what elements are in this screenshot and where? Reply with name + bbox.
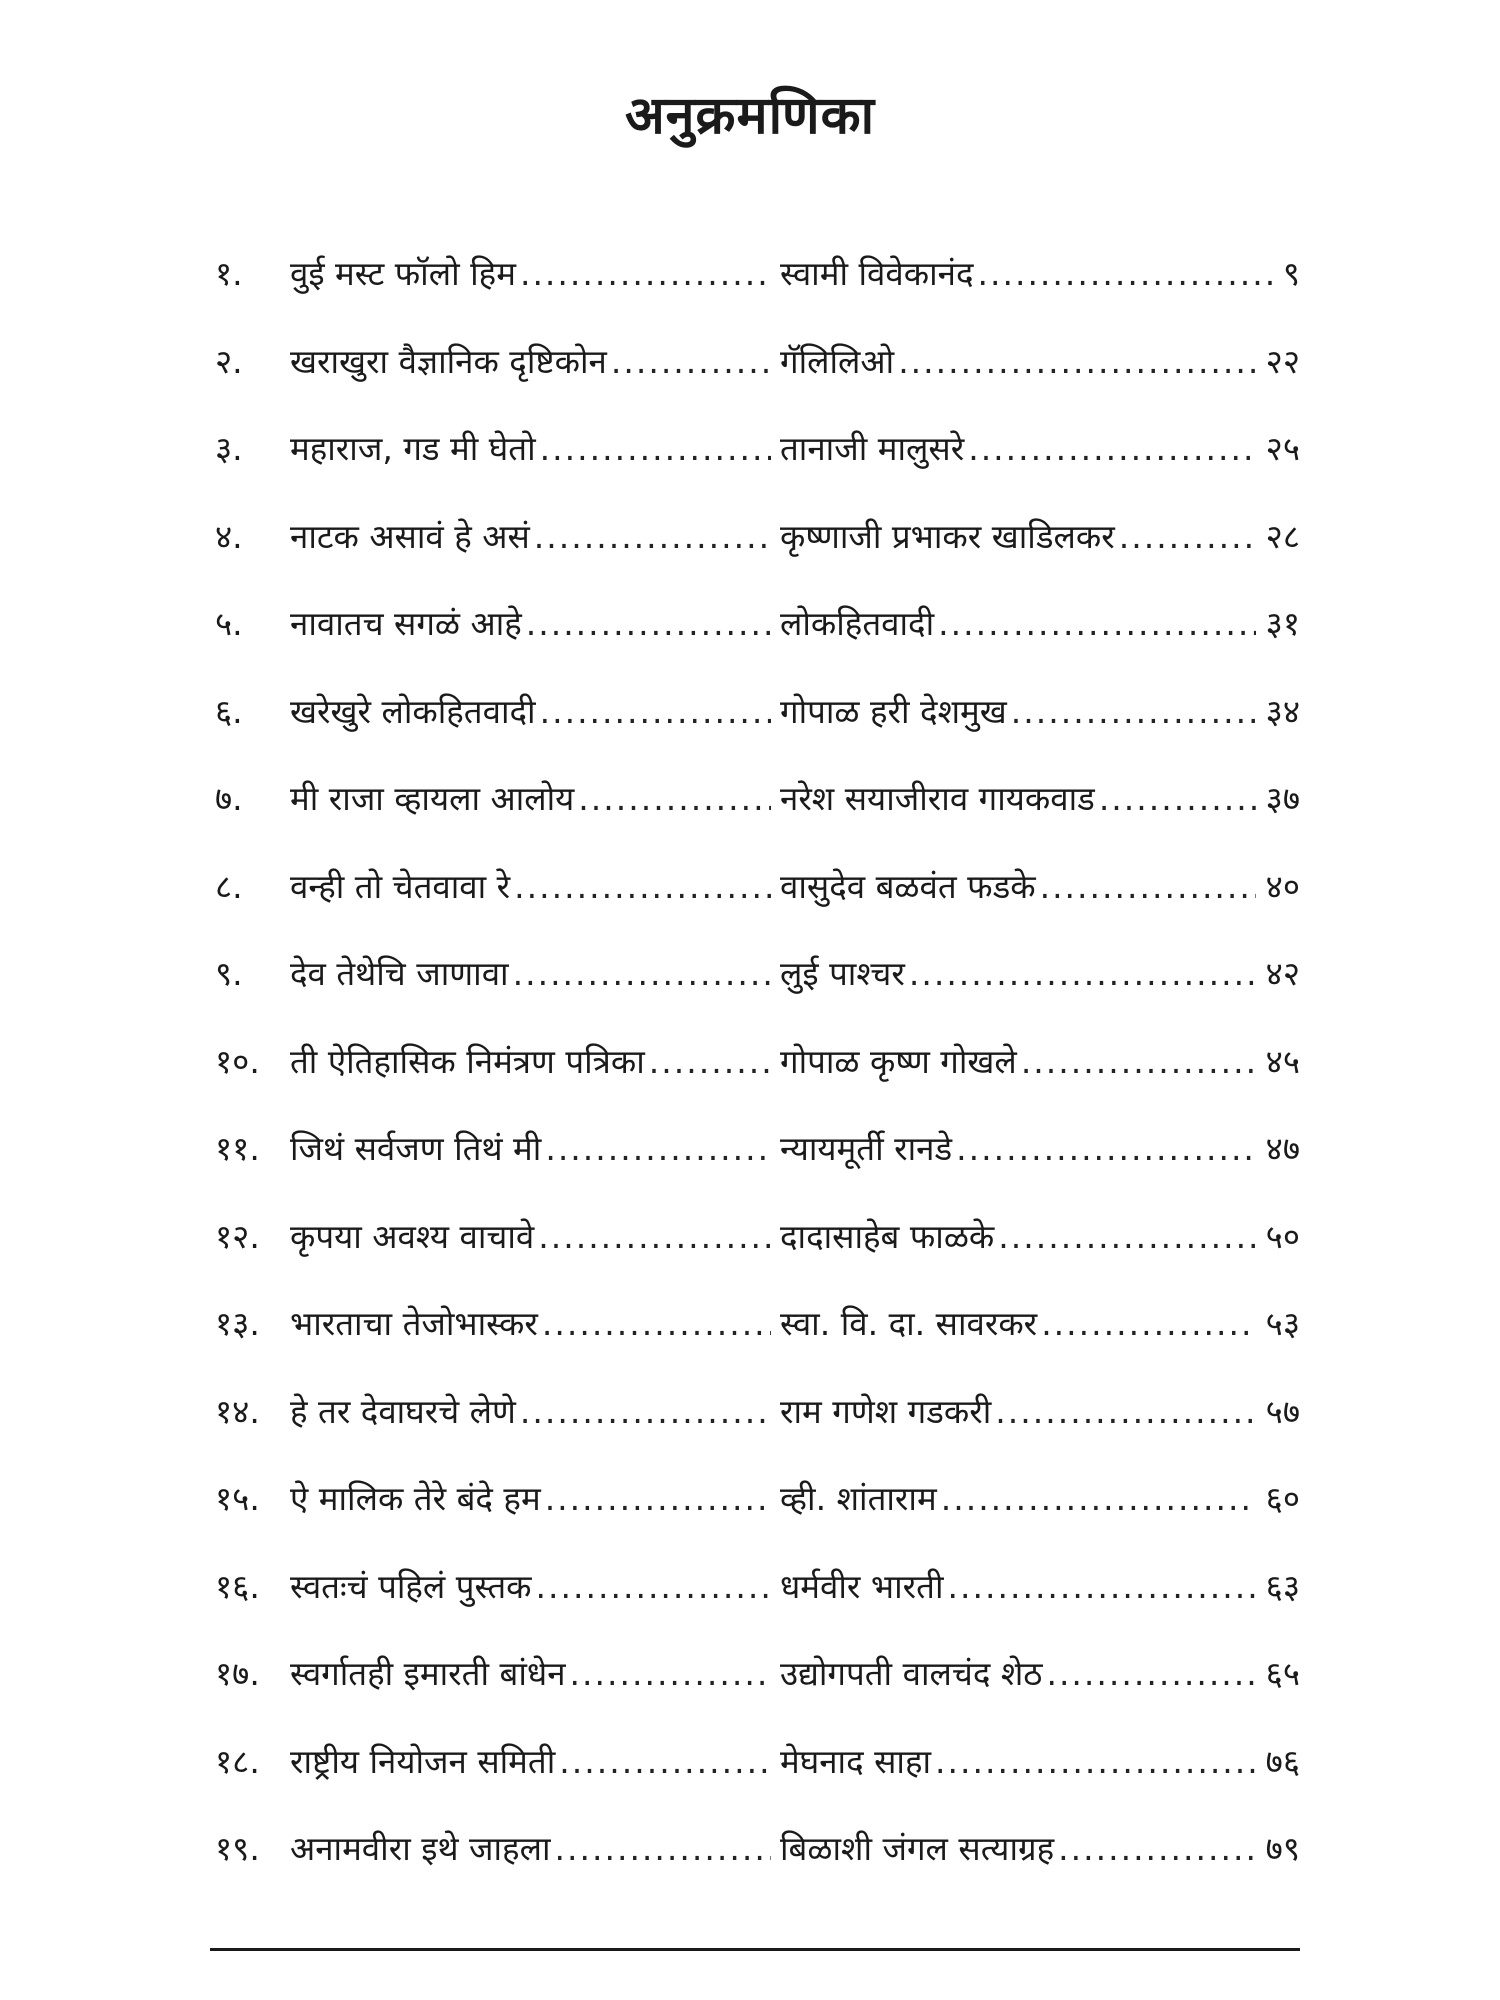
dot-leader <box>1058 1819 1256 1879</box>
entry-number: १६. <box>215 1566 260 1606</box>
entry-page-number: ६० <box>1265 1479 1300 1518</box>
entry-page-number: ५७ <box>1265 1391 1300 1431</box>
entry-title-group <box>290 594 775 654</box>
entry-number: १. <box>215 254 243 293</box>
entry-author-group <box>780 1032 1300 1092</box>
entry-title: खराखुरा वैज्ञानिक दृष्टिकोन <box>290 341 607 381</box>
page-title: अनुक्रमणिका <box>624 86 876 146</box>
dot-leader <box>534 507 771 567</box>
entry-author-group <box>780 769 1300 829</box>
entry-number: १५. <box>215 1479 260 1518</box>
entry-title-group <box>290 857 775 917</box>
toc-entry <box>215 1644 1300 1732</box>
toc-entry <box>215 1207 1300 1295</box>
dot-leader <box>1099 769 1256 829</box>
dot-leader <box>545 1119 771 1179</box>
toc-entry <box>215 1557 1300 1645</box>
toc-entry <box>215 769 1300 857</box>
entry-title-group <box>290 419 775 479</box>
dot-leader <box>998 1207 1255 1267</box>
dot-leader <box>898 332 1255 392</box>
entry-page-number: ३१ <box>1265 604 1300 643</box>
entry-number: १७. <box>215 1654 260 1693</box>
entry-author-group <box>780 944 1300 1004</box>
entry-number: ४. <box>215 516 243 556</box>
entry-title-group <box>290 1819 775 1879</box>
dot-leader <box>570 1644 771 1704</box>
entry-number: ७. <box>215 779 243 818</box>
entry-author: बिळाशी जंगल सत्याग्रह <box>780 1829 1055 1868</box>
entry-title: देव तेथेचि जाणावा <box>290 954 509 993</box>
entry-number: १२. <box>215 1216 260 1256</box>
dot-leader <box>526 594 771 654</box>
entry-page-number: ५० <box>1265 1216 1300 1256</box>
entry-title-group <box>290 1294 775 1354</box>
dot-leader <box>513 944 771 1004</box>
entry-title: ऐ मालिक तेरे बंदे हम <box>290 1479 541 1518</box>
entry-author-group <box>780 419 1300 479</box>
entry-title-group <box>290 1207 775 1267</box>
entry-title: वन्ही तो चेतवावा रे <box>290 866 511 906</box>
toc-entry <box>215 1119 1300 1207</box>
bottom-rule <box>210 1948 1300 1951</box>
entry-title: हे तर देवाघरचे लेणे <box>290 1391 516 1431</box>
entry-page-number: ९ <box>1282 254 1300 293</box>
toc-entry <box>215 594 1300 682</box>
entry-title-group <box>290 332 775 392</box>
entry-title-group <box>290 1557 775 1617</box>
entry-number: २. <box>215 341 243 381</box>
entry-title: ती ऐतिहासिक निमंत्रण पत्रिका <box>290 1041 645 1081</box>
entry-page-number: २२ <box>1265 341 1300 381</box>
entry-title-group <box>290 1732 775 1792</box>
entry-number: ८. <box>215 866 243 906</box>
entry-author: धर्मवीर भारती <box>780 1566 944 1606</box>
entry-title-group <box>290 944 775 1004</box>
entry-page-number: ४५ <box>1265 1041 1300 1081</box>
entry-title: नावातच सगळं आहे <box>290 604 522 643</box>
entry-title: कृपया अवश्य वाचावे <box>290 1216 535 1256</box>
dot-leader <box>649 1032 771 1092</box>
entry-number: ९. <box>215 954 243 993</box>
entry-author-group <box>780 332 1300 392</box>
dot-leader <box>935 1732 1256 1792</box>
toc-entry <box>215 682 1300 770</box>
entry-author: गोपाळ कृष्ण गोखले <box>780 1041 1017 1081</box>
entry-number: १३. <box>215 1304 260 1343</box>
dot-leader <box>538 1207 771 1267</box>
entry-author-group <box>780 594 1300 654</box>
dot-leader <box>1040 857 1256 917</box>
dot-leader <box>578 769 771 829</box>
entry-title-group <box>290 1119 775 1179</box>
toc-entry <box>215 1819 1300 1907</box>
dot-leader <box>1011 682 1256 742</box>
entry-number: १४. <box>215 1391 260 1431</box>
dot-leader <box>1041 1294 1255 1354</box>
table-of-contents <box>215 244 1300 1907</box>
dot-leader <box>520 1382 771 1442</box>
dot-leader <box>909 944 1256 1004</box>
entry-author: गोपाळ हरी देशमुख <box>780 691 1007 731</box>
entry-author: मेघनाद साहा <box>780 1741 932 1781</box>
entry-number: १०. <box>215 1041 260 1081</box>
entry-author-group <box>780 1819 1300 1879</box>
toc-entry <box>215 1382 1300 1470</box>
entry-title: जिथं सर्वजण तिथं मी <box>290 1129 542 1168</box>
entry-page-number: ४२ <box>1265 954 1300 993</box>
dot-leader <box>995 1382 1255 1442</box>
entry-author-group <box>780 1382 1300 1442</box>
dot-leader <box>968 419 1255 479</box>
entry-author-group <box>780 857 1300 917</box>
entry-page-number: ३७ <box>1265 779 1300 818</box>
toc-entry <box>215 419 1300 507</box>
entry-page-number: ७९ <box>1265 1829 1300 1868</box>
entry-author: व्ही. शांताराम <box>780 1479 937 1518</box>
dot-leader <box>514 857 771 917</box>
entry-author: लुई पाश्चर <box>780 954 905 993</box>
dot-leader <box>1046 1644 1255 1704</box>
entry-page-number: २५ <box>1265 429 1300 468</box>
entry-page-number: ५३ <box>1265 1304 1300 1343</box>
entry-author-group <box>780 1732 1300 1792</box>
entry-author: राम गणेश गडकरी <box>780 1391 992 1431</box>
dot-leader <box>555 1819 772 1879</box>
entry-title-group <box>290 1032 775 1092</box>
toc-entry <box>215 1294 1300 1382</box>
entry-author-group <box>780 507 1300 567</box>
entry-author: कृष्णाजी प्रभाकर खाडिलकर <box>780 516 1115 556</box>
toc-entry <box>215 1732 1300 1820</box>
entry-author: दादासाहेब फाळके <box>780 1216 995 1256</box>
dot-leader <box>1021 1032 1256 1092</box>
entry-title-group <box>290 1644 775 1704</box>
dot-leader <box>545 1469 771 1529</box>
entry-title: महाराज, गड मी घेतो <box>290 429 536 468</box>
dot-leader <box>1119 507 1256 567</box>
entry-author: वासुदेव बळवंत फडके <box>780 866 1036 906</box>
entry-author: नरेश सयाजीराव गायकवाड <box>780 779 1095 818</box>
dot-leader <box>611 332 771 392</box>
entry-title-group <box>290 1382 775 1442</box>
entry-author-group <box>780 1644 1300 1704</box>
entry-page-number: ६३ <box>1265 1566 1300 1606</box>
entry-author-group <box>780 1469 1300 1529</box>
toc-entry <box>215 507 1300 595</box>
entry-author-group <box>780 1294 1300 1354</box>
entry-number: ५. <box>215 604 243 643</box>
entry-author: न्यायमूर्ती रानडे <box>780 1129 953 1168</box>
toc-entry <box>215 244 1300 332</box>
entry-title: वुई मस्ट फॉलो हिम <box>290 254 516 293</box>
entry-title-group <box>290 769 775 829</box>
entry-page-number: ४० <box>1265 866 1300 906</box>
toc-entry <box>215 857 1300 945</box>
entry-title: राष्ट्रीय नियोजन समिती <box>290 1741 556 1781</box>
dot-leader <box>948 1557 1256 1617</box>
toc-entry <box>215 1469 1300 1557</box>
entry-page-number: ७६ <box>1265 1741 1300 1781</box>
dot-leader <box>540 682 771 742</box>
entry-author: गॅलिलिओ <box>780 341 895 381</box>
entry-number: ११. <box>215 1129 260 1168</box>
entry-title-group <box>290 682 775 742</box>
dot-leader <box>941 1469 1256 1529</box>
entry-page-number: ६५ <box>1265 1654 1300 1693</box>
toc-entry <box>215 1032 1300 1120</box>
dot-leader <box>938 594 1256 654</box>
entry-author-group <box>780 1119 1300 1179</box>
dot-leader <box>540 419 771 479</box>
entry-author-group <box>780 244 1300 304</box>
entry-author: लोकहितवादी <box>780 604 935 643</box>
entry-number: १९. <box>215 1829 260 1868</box>
entry-title: स्वतःचं पहिलं पुस्तक <box>290 1566 532 1606</box>
entry-title-group <box>290 1469 775 1529</box>
dot-leader <box>956 1119 1256 1179</box>
entry-title: खरेखुरे लोकहितवादी <box>290 691 536 731</box>
entry-title: स्वर्गातही इमारती बांधेन <box>290 1654 566 1693</box>
toc-entry <box>215 332 1300 420</box>
entry-page-number: ३४ <box>1265 691 1300 731</box>
entry-author: स्वा. वि. दा. सावरकर <box>780 1304 1038 1343</box>
entry-title: भारताचा तेजोभास्कर <box>290 1304 538 1343</box>
entry-author-group <box>780 682 1300 742</box>
entry-title: नाटक असावं हे असं <box>290 516 530 556</box>
toc-entry <box>215 944 1300 1032</box>
dot-leader <box>977 244 1272 304</box>
entry-title: मी राजा व्हायला आलोय <box>290 779 575 818</box>
entry-title-group <box>290 507 775 567</box>
dot-leader <box>536 1557 771 1617</box>
entry-title-group <box>290 244 775 304</box>
dot-leader <box>542 1294 771 1354</box>
entry-author-group <box>780 1557 1300 1617</box>
entry-author: तानाजी मालुसरे <box>780 429 965 468</box>
entry-author-group <box>780 1207 1300 1267</box>
entry-author: स्वामी विवेकानंद <box>780 254 974 293</box>
entry-page-number: २८ <box>1265 516 1300 556</box>
dot-leader <box>559 1732 771 1792</box>
entry-page-number: ४७ <box>1265 1129 1300 1168</box>
entry-number: १८. <box>215 1741 260 1781</box>
entry-author: उद्योगपती वालचंद शेठ <box>780 1654 1043 1693</box>
entry-number: ६. <box>215 691 243 731</box>
entry-title: अनामवीरा इथे जाहला <box>290 1829 551 1868</box>
entry-number: ३. <box>215 429 243 468</box>
dot-leader <box>520 244 771 304</box>
